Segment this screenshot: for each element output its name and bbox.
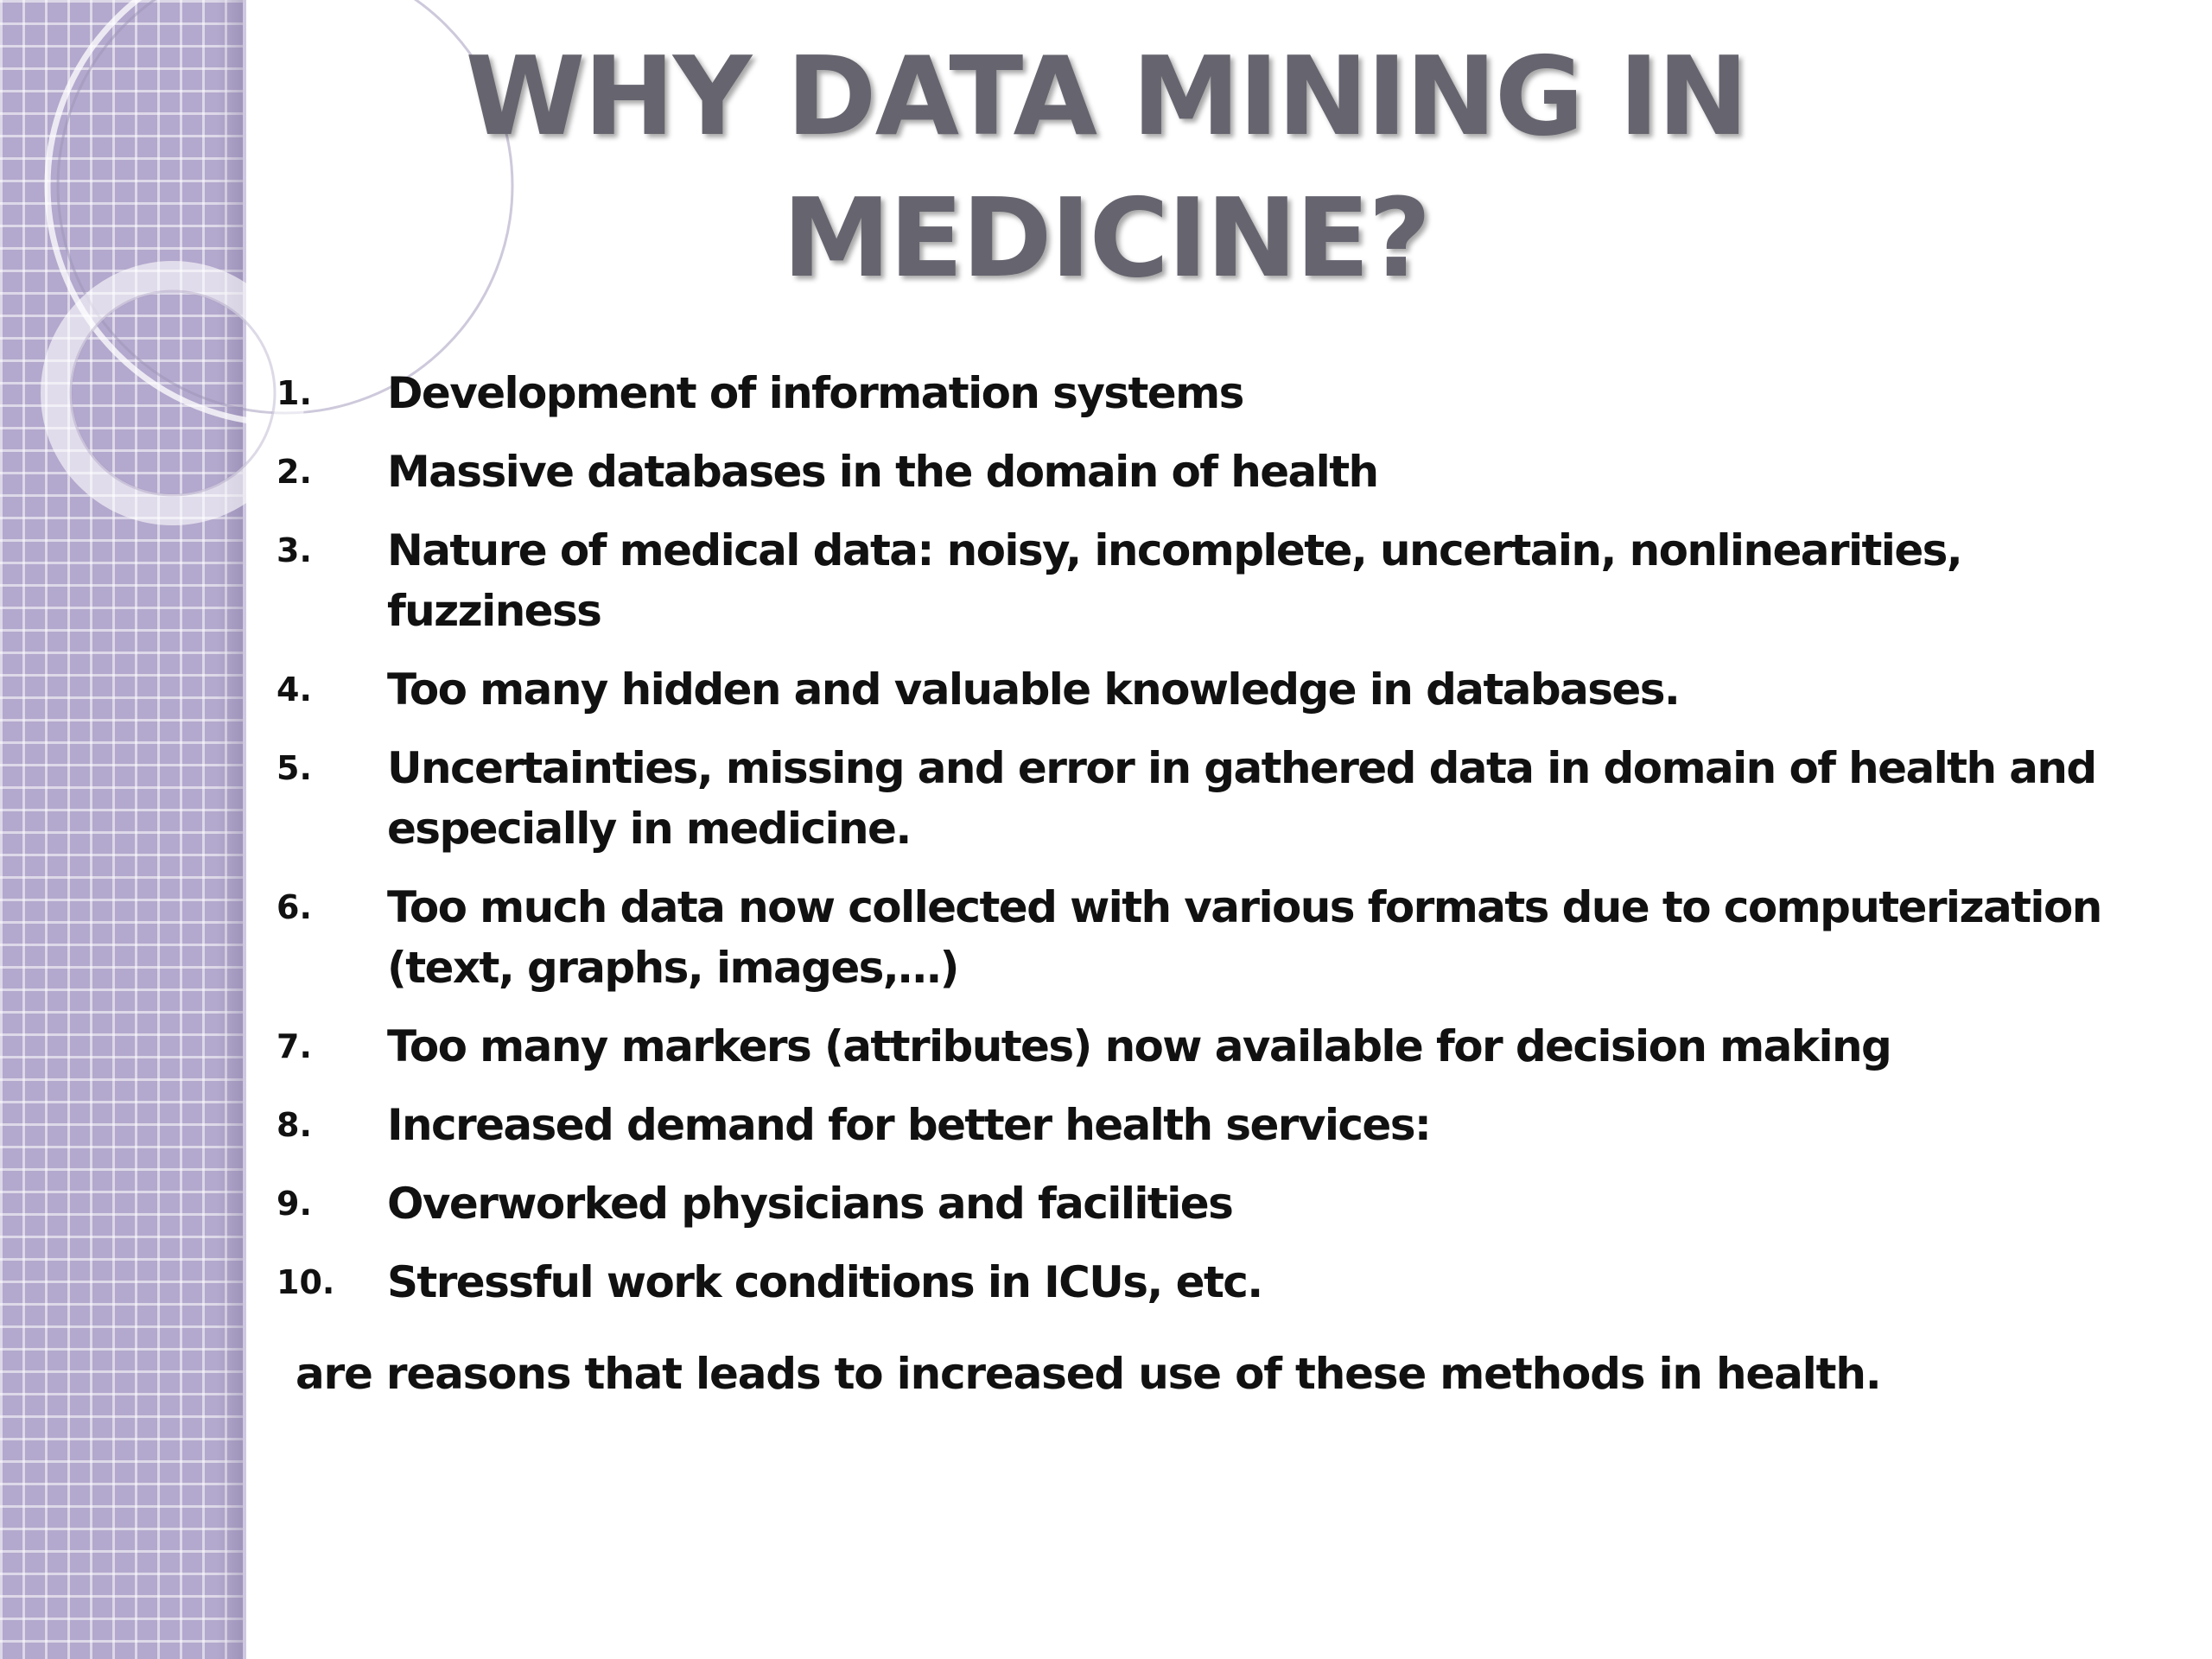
conclusion-text: are reasons that leads to increased use of these methods in health. [296, 1349, 1881, 1399]
list-item-number: 2. [276, 453, 312, 491]
list-item-number: 3. [276, 531, 312, 569]
list-item [276, 659, 2177, 720]
list-item [276, 1095, 2177, 1155]
list-item-text: Stressful work conditions in ICUs, etc. [387, 1257, 1262, 1307]
list-item-text: Too much data now collected with various formats due to computerization (text, graphs, images,…) [387, 882, 2101, 993]
list-item-number: 9. [276, 1185, 312, 1223]
list-item-text: Uncertainties, missing and error in gathered data in domain of health and especially in medicine. [387, 743, 2096, 854]
list-item [276, 363, 2177, 423]
list-item-text: Too many hidden and valuable knowledge in databases. [387, 664, 1680, 715]
list-item [276, 1252, 2177, 1313]
slide-title: WHY DATA MINING IN MEDICINE? [465, 33, 1747, 302]
list-item-text: Overworked physicians and facilities [387, 1179, 1233, 1229]
list-item [276, 442, 2177, 502]
list-item-number: 8. [276, 1106, 312, 1144]
list-item [276, 877, 2177, 998]
reasons-list [276, 363, 2177, 1331]
list-item-text: Massive databases in the domain of health [387, 447, 1378, 497]
list-item [276, 1173, 2177, 1234]
list-item-number: 5. [276, 749, 312, 787]
list-item-number: 7. [276, 1027, 312, 1065]
list-item-text: Increased demand for better health services: [387, 1100, 1431, 1150]
list-item-text: Too many markers (attributes) now available for decision making [387, 1021, 1891, 1071]
list-item [276, 520, 2177, 641]
list-item-text: Nature of medical data: noisy, incomplete, uncertain, nonlinearities, fuzziness [387, 525, 1962, 636]
list-item-text: Development of information systems [387, 368, 1243, 418]
list-item-number: 10. [276, 1263, 335, 1301]
list-item-number: 4. [276, 671, 312, 709]
list-item [276, 1016, 2177, 1077]
list-item-number: 6. [276, 888, 312, 926]
list-item [276, 738, 2177, 859]
list-item-number: 1. [276, 374, 312, 412]
